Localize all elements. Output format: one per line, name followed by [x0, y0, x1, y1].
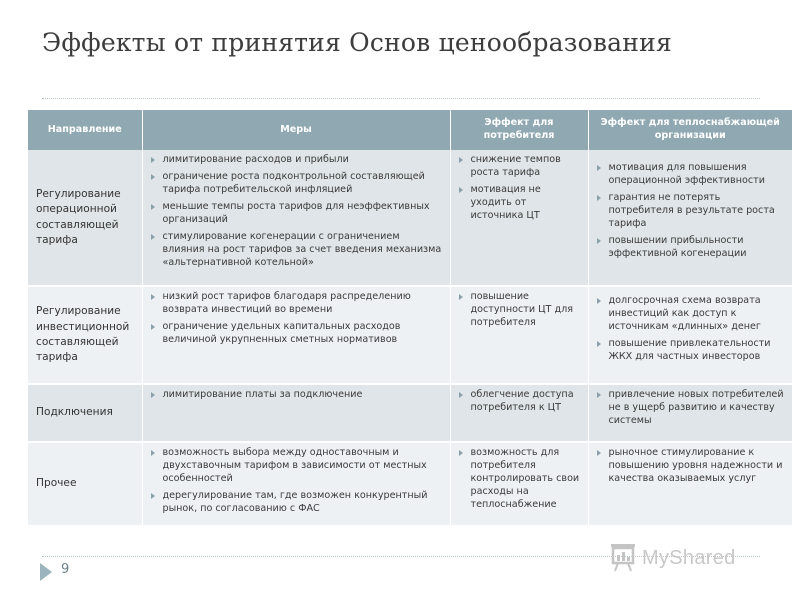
list-item [595, 389, 787, 428]
list-item-text: снижение темпов роста тарифа [470, 154, 561, 178]
list-item-text: гарантия не потерять потребителя в результате роста тарифа [608, 191, 775, 229]
bullet-arrow-icon [459, 294, 463, 300]
list-item [149, 321, 444, 347]
list-item [149, 490, 444, 516]
list-item-text: повышение доступности ЦТ для потребителя [470, 291, 574, 328]
row-direction: Подключения [28, 384, 142, 442]
list-item-text: мотивация не уходить от источника ЦТ [470, 183, 541, 221]
row-direction: Регулирование операционной составляющей тарифа [28, 150, 142, 286]
bullet-arrow-icon [459, 187, 463, 193]
row-org-effect [588, 286, 792, 384]
bullet-arrow-icon [597, 238, 601, 244]
presentation-board-icon [608, 542, 638, 572]
list-item [457, 291, 582, 330]
list-item-text: дерегулирование там, где возможен конкурентный рынок, по согласованию с ФАС [162, 489, 428, 514]
list-item [595, 295, 787, 334]
bullet-arrow-icon [151, 204, 155, 210]
list-item-text: рыночное стимулирование к повышению уровня надежности и качества оказываемых услуг [608, 447, 783, 484]
list-item-text: ограничение роста подконтрольной составляющей тарифа потребительской инфляцией [162, 170, 425, 195]
bullet-arrow-icon [597, 298, 601, 304]
bullet-arrow-icon [597, 195, 601, 201]
list-item [149, 171, 444, 197]
list-item-text: возможность для потребителя контролировать свои расходы на теплоснабжение [470, 447, 580, 510]
list-item-text: меньшие темпы роста тарифов для неэффективных организаций [162, 200, 430, 225]
row-org-effect [588, 442, 792, 526]
bullet-arrow-icon [151, 392, 155, 398]
list-item-text: ограничение удельных капитальных расходов величиной укрупненных сметных нормативов [162, 320, 401, 345]
bullet-arrow-icon [597, 341, 601, 347]
list-item [595, 447, 787, 486]
list-item-text: низкий рост тарифов благодаря распределению возврата инвестиций во времени [162, 291, 411, 315]
watermark-logo [608, 542, 766, 574]
list-item [595, 235, 787, 261]
list-item [595, 338, 787, 364]
table-row [28, 384, 792, 442]
bullet-arrow-icon [597, 165, 601, 171]
watermark-text: MyShared [642, 547, 736, 569]
list-item [595, 192, 787, 231]
list-item [457, 389, 582, 415]
list-item [149, 447, 444, 486]
bullet-arrow-icon [151, 294, 155, 300]
list-item-text: облегчение доступа потребителя к ЦТ [470, 389, 574, 413]
list-item-text: повышении прибыльности эффективной когенерации [608, 234, 747, 259]
row-consumer-effect [450, 442, 588, 526]
bullet-arrow-icon [151, 493, 155, 499]
list-item [595, 162, 787, 188]
row-org-effect [588, 150, 792, 286]
list-item-text: мотивация для повышения операционной эффективности [608, 162, 765, 186]
table-row [28, 150, 792, 286]
row-measures [142, 286, 450, 384]
list-item-text: стимулирование когенерации с ограничением влияния на рост тарифов за счет введения механизма «альтернативной котельной» [162, 230, 442, 268]
bullet-arrow-icon [459, 392, 463, 398]
top-divider [42, 98, 760, 99]
row-direction: Прочее [28, 442, 142, 526]
row-measures [142, 442, 450, 526]
row-measures [142, 150, 450, 286]
list-item-text: привлечение новых потребителей не в ущерб развитию и качеству системы [608, 389, 784, 426]
bullet-arrow-icon [597, 392, 601, 398]
list-item [457, 447, 582, 512]
page-marker-icon [40, 563, 52, 581]
table-row [28, 442, 792, 526]
bullet-arrow-icon [151, 174, 155, 180]
header-org-effect: Эффект для теплоснабжающей организации [588, 110, 792, 150]
header-direction: Направление [28, 110, 142, 150]
row-org-effect [588, 384, 792, 442]
page-number: 9 [61, 562, 70, 577]
row-consumer-effect [450, 384, 588, 442]
list-item [149, 389, 444, 402]
bullet-arrow-icon [151, 450, 155, 456]
list-item-text: повышение привлекательности ЖКХ для частных инвесторов [608, 337, 771, 362]
table-row [28, 286, 792, 384]
bullet-arrow-icon [597, 450, 601, 456]
row-consumer-effect [450, 150, 588, 286]
bullet-arrow-icon [151, 157, 155, 163]
row-measures [142, 384, 450, 442]
slide-title: Эффекты от принятия Основ ценообразования [42, 28, 672, 57]
effects-table [28, 110, 792, 527]
bullet-arrow-icon [151, 234, 155, 240]
header-measures: Меры [142, 110, 450, 150]
list-item-text: возможность выбора между одноставочным и двухставочным тарифом в зависимости от местных особенностей [162, 447, 427, 484]
header-consumer-effect: Эффект для потребителя [450, 110, 588, 150]
list-item-text: лимитирование платы за подключение [162, 389, 363, 400]
list-item [149, 231, 444, 270]
list-item-text: лимитирование расходов и прибыли [162, 154, 349, 165]
list-item [149, 154, 444, 167]
bullet-arrow-icon [459, 157, 463, 163]
list-item [149, 291, 444, 317]
bullet-arrow-icon [459, 450, 463, 456]
list-item [149, 201, 444, 227]
row-direction: Регулирование инвестиционной составляющей тарифа [28, 286, 142, 384]
row-consumer-effect [450, 286, 588, 384]
list-item-text: долгосрочная схема возврата инвестиций как доступ к источникам «длинных» денег [608, 295, 761, 332]
list-item [457, 154, 582, 180]
list-item [457, 184, 582, 223]
bullet-arrow-icon [151, 324, 155, 330]
table-header-row [28, 110, 792, 150]
